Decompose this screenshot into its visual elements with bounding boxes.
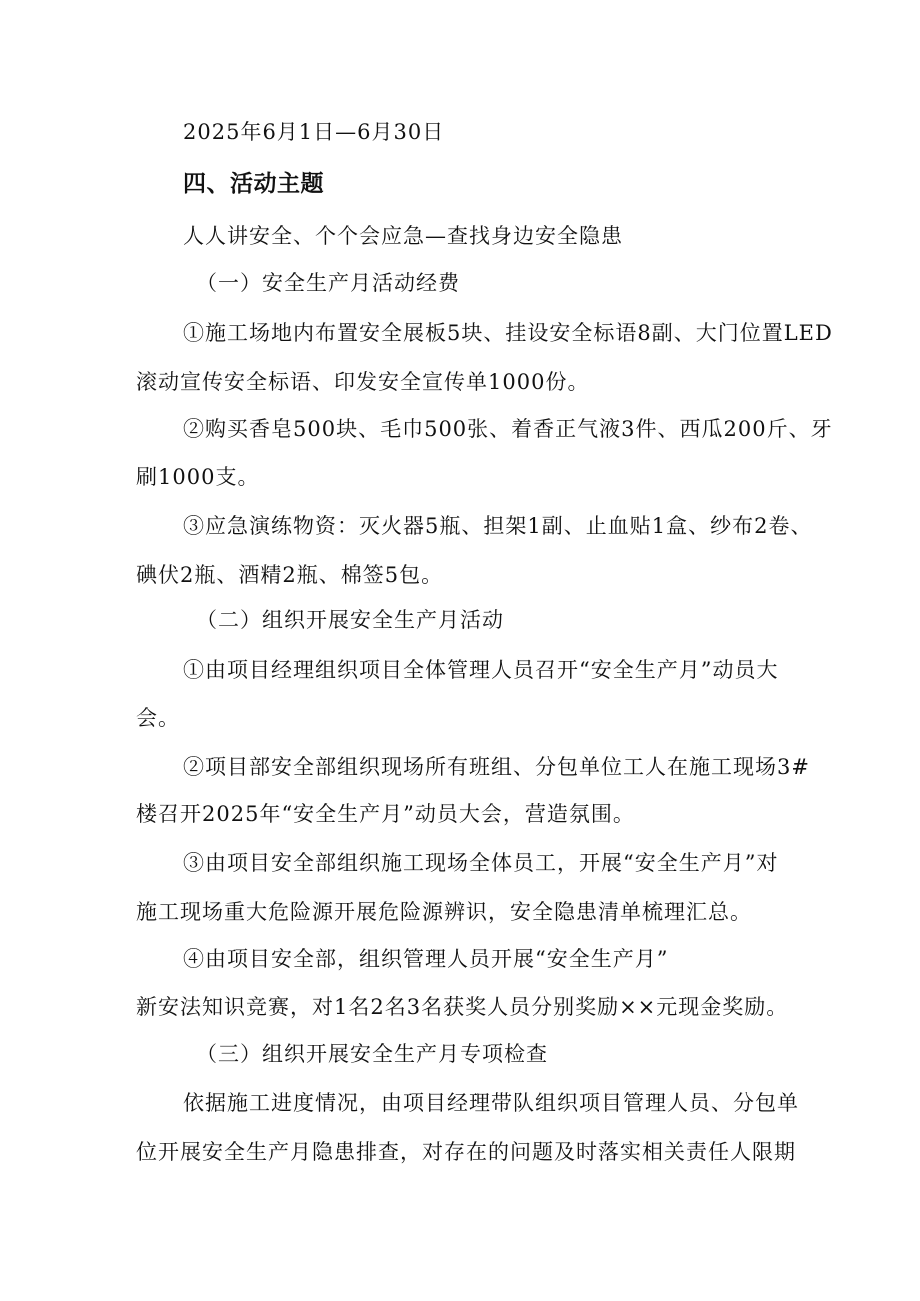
section-heading: 四、活动主题: [183, 171, 324, 197]
paragraph-line: 新安法知识竞赛，对1名2名3名获奖人员分别奖励××元现金奖励。: [136, 995, 789, 1019]
paragraph-line: 刷1000支。: [136, 465, 260, 489]
paragraph-line: 施工现场重大危险源开展危险源辨识，安全隐患清单梳理汇总。: [136, 900, 752, 924]
paragraph-line: ①由项目经理组织项目全体管理人员召开“安全生产月”动员大: [183, 658, 779, 682]
paragraph-line: ③由项目安全部组织施工现场全体员工，开展“安全生产月”对: [183, 851, 779, 875]
subsection-title: （二）组织开展安全生产月活动: [196, 608, 504, 632]
paragraph-line: 楼召开2025年“安全生产月”动员大会，营造氛围。: [136, 802, 635, 826]
date-range: 2025年6月1日—6月30日: [183, 120, 445, 144]
paragraph-line: ④由项目安全部，组织管理人员开展“安全生产月”: [183, 947, 669, 971]
paragraph-line: ①施工场地内布置安全展板5块、挂设安全标语8副、大门位置LED: [183, 321, 833, 345]
paragraph-line: ②项目部安全部组织现场所有班组、分包单位工人在施工现场3#: [183, 755, 810, 779]
paragraph-line: 会。: [136, 706, 180, 730]
subsection-title: （一）安全生产月活动经费: [196, 271, 460, 295]
paragraph-line: 位开展安全生产月隐患排查，对存在的问题及时落实相关责任人限期: [136, 1140, 796, 1164]
paragraph-line: 碘伏2瓶、酒精2瓶、棉签5包。: [136, 563, 444, 587]
paragraph-line: 滚动宣传安全标语、印发安全宣传单1000份。: [136, 370, 590, 394]
paragraph-line: 依据施工进度情况，由项目经理带队组织项目管理人员、分包单: [183, 1091, 799, 1115]
paragraph-line: ③应急演练物资：灭火器5瓶、担架1副、止血贴1盒、纱布2卷、: [183, 514, 813, 538]
subsection-title: （三）组织开展安全生产月专项检查: [196, 1042, 548, 1066]
theme-text: 人人讲安全、个个会应急—查找身边安全隐患: [183, 224, 623, 248]
paragraph-line: ②购买香皂500块、毛巾500张、着香正气液3件、西瓜200斤、牙: [183, 417, 833, 441]
